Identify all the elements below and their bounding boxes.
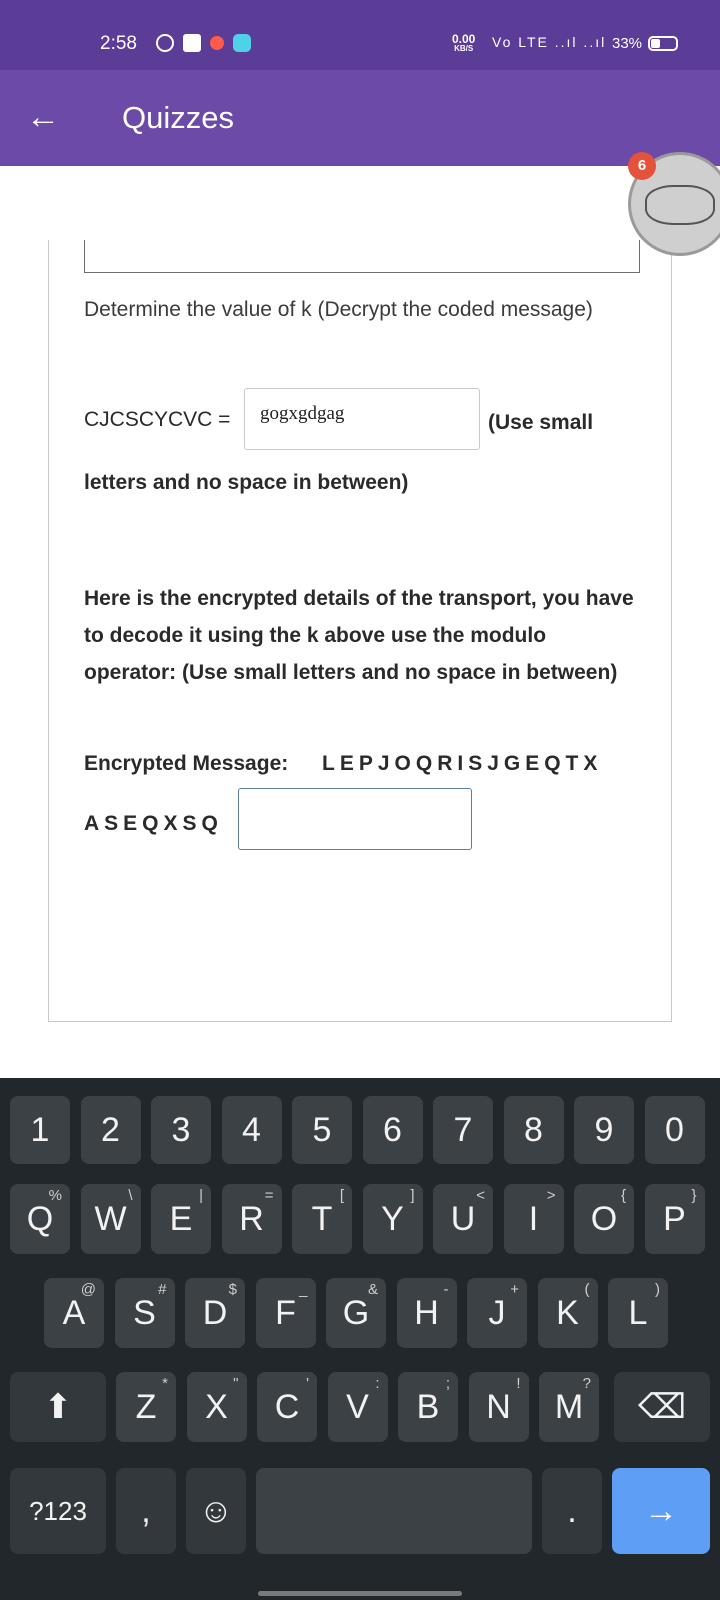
- key-y-label: Y: [381, 1200, 404, 1238]
- notification-badge: 6: [628, 152, 656, 180]
- key-t[interactable]: [292, 1184, 352, 1254]
- battery-percent: 33%: [612, 35, 643, 52]
- key-p[interactable]: [645, 1184, 705, 1254]
- letters-note: letters and no space in between): [84, 471, 409, 494]
- key-s-alt-label: #: [158, 1281, 167, 1298]
- key-1[interactable]: [10, 1096, 70, 1164]
- notification-icons: [156, 34, 251, 52]
- key-i-alt-label: >: [546, 1187, 556, 1204]
- alert-icon: [210, 36, 224, 50]
- key-s-label: S: [133, 1294, 156, 1332]
- key-9-label: 9: [594, 1111, 614, 1149]
- key-e-label: E: [169, 1200, 193, 1238]
- key-p-label: P: [663, 1200, 686, 1238]
- key-d-alt-label: $: [228, 1281, 237, 1298]
- question-2-text: Here is the encrypted details of the transport, you have to decode it using the k above use the modulo operator: (Use small letters and no space in between): [84, 587, 634, 684]
- emoji-key-icon-label: ☺: [198, 1492, 234, 1530]
- key-i[interactable]: [504, 1184, 564, 1254]
- comma-key-label: ,: [141, 1492, 151, 1530]
- period-key-label: .: [567, 1492, 577, 1530]
- key-z-alt-label: *: [162, 1375, 168, 1392]
- key-0[interactable]: [645, 1096, 705, 1164]
- back-arrow-icon[interactable]: ←: [26, 98, 60, 136]
- k-answer-input[interactable]: gogxgdgag: [244, 388, 480, 450]
- key-7[interactable]: [433, 1096, 493, 1164]
- key-v[interactable]: [328, 1372, 388, 1442]
- key-n-label: N: [486, 1388, 511, 1426]
- key-t-label: T: [311, 1200, 333, 1238]
- backspace-key-icon-label: ⌫: [637, 1388, 687, 1426]
- key-h[interactable]: [397, 1278, 457, 1348]
- coded-message-label: CJCSCYCVC =: [84, 408, 231, 431]
- key-y[interactable]: [363, 1184, 423, 1254]
- key-4[interactable]: [222, 1096, 282, 1164]
- key-a-label: A: [62, 1294, 86, 1332]
- key-b-alt-label: ;: [445, 1375, 450, 1392]
- key-w[interactable]: [81, 1184, 141, 1254]
- key-4-label: 4: [242, 1111, 261, 1149]
- key-0-label: 0: [665, 1111, 684, 1149]
- network-speed-value: 0.00: [452, 32, 476, 46]
- encrypted-message-label: Encrypted Message:: [84, 752, 289, 775]
- key-j-label: J: [488, 1294, 506, 1332]
- key-g[interactable]: [326, 1278, 386, 1348]
- key-d-label: D: [202, 1294, 228, 1332]
- key-c[interactable]: [257, 1372, 317, 1442]
- key-k[interactable]: [538, 1278, 598, 1348]
- key-3-label: 3: [171, 1111, 191, 1149]
- key-x-alt-label: ": [233, 1375, 239, 1392]
- key-e-alt-label: |: [199, 1187, 203, 1204]
- battery-icon: [648, 36, 678, 51]
- key-h-alt-label: -: [443, 1281, 449, 1298]
- key-h-label: H: [414, 1294, 439, 1332]
- key-w-label: W: [94, 1200, 127, 1238]
- key-m-label: M: [554, 1388, 584, 1426]
- key-r-alt-label: =: [264, 1187, 274, 1204]
- key-1-label: 1: [30, 1111, 50, 1149]
- key-b-label: B: [416, 1388, 440, 1426]
- status-bar: [0, 0, 720, 70]
- use-small-note: (Use small: [488, 411, 594, 434]
- key-r[interactable]: [222, 1184, 282, 1254]
- key-c-alt-label: ': [306, 1375, 309, 1392]
- key-6[interactable]: [363, 1096, 423, 1164]
- encrypted-message-line1: LEPJOQRISJGEQTX: [322, 752, 603, 775]
- status-time: 2:58: [100, 33, 137, 54]
- key-3[interactable]: [151, 1096, 211, 1164]
- emoji-key-icon[interactable]: [186, 1468, 246, 1554]
- key-z[interactable]: [116, 1372, 176, 1442]
- key-g-alt-label: &: [367, 1281, 378, 1298]
- backspace-key-icon[interactable]: [614, 1372, 710, 1442]
- key-l[interactable]: [608, 1278, 668, 1348]
- key-v-alt-label: :: [375, 1375, 380, 1392]
- key-x-label: X: [205, 1388, 228, 1426]
- key-f[interactable]: [256, 1278, 316, 1348]
- network-speed: [452, 34, 475, 54]
- key-2-label: 2: [101, 1111, 120, 1149]
- key-q-label: Q: [26, 1200, 54, 1238]
- key-e[interactable]: [151, 1184, 211, 1254]
- app-bar: [0, 70, 720, 166]
- key-w-alt-label: \: [128, 1187, 133, 1204]
- key-t-alt-label: [: [339, 1187, 344, 1204]
- page-title: Quizzes: [122, 100, 234, 135]
- key-a[interactable]: [44, 1278, 104, 1348]
- key-l-label: L: [628, 1294, 648, 1332]
- period-key[interactable]: [542, 1468, 602, 1554]
- key-x[interactable]: [187, 1372, 247, 1442]
- previous-answer-box[interactable]: [84, 240, 640, 273]
- shift-key-icon[interactable]: [10, 1372, 106, 1442]
- key-5-label: 5: [312, 1111, 332, 1149]
- decoded-message-input[interactable]: [238, 788, 472, 850]
- key-u-label: U: [450, 1200, 476, 1238]
- space-bar[interactable]: [256, 1468, 532, 1554]
- key-n[interactable]: [469, 1372, 529, 1442]
- enter-key-icon-label: →: [644, 1492, 678, 1530]
- key-m[interactable]: [539, 1372, 599, 1442]
- app-notification-icon: [233, 34, 251, 52]
- key-j[interactable]: [467, 1278, 527, 1348]
- symbols-key-label: ?123: [29, 1496, 87, 1526]
- key-u-alt-label: <: [476, 1187, 485, 1204]
- avatar-sketch-icon: [645, 185, 715, 225]
- key-5[interactable]: [292, 1096, 352, 1164]
- navigation-handle[interactable]: [258, 1591, 462, 1596]
- key-r-label: R: [239, 1200, 264, 1238]
- enter-key-icon[interactable]: [612, 1468, 710, 1554]
- key-i-label: I: [528, 1200, 539, 1238]
- key-o-alt-label: {: [620, 1187, 626, 1204]
- key-8[interactable]: [504, 1096, 564, 1164]
- messenger-icon: [156, 34, 174, 52]
- key-2[interactable]: [81, 1096, 141, 1164]
- key-y-alt-label: ]: [410, 1187, 415, 1204]
- key-f-alt-label: _: [299, 1281, 308, 1298]
- shift-key-icon-label: ⬆: [43, 1388, 73, 1426]
- key-z-label: Z: [135, 1388, 157, 1426]
- key-q[interactable]: [10, 1184, 70, 1254]
- key-n-alt-label: !: [516, 1375, 521, 1392]
- question-1-text: Determine the value of k (Decrypt the coded message): [84, 298, 593, 321]
- key-a-alt-label: @: [80, 1281, 96, 1298]
- key-s[interactable]: [115, 1278, 175, 1348]
- key-u[interactable]: [433, 1184, 493, 1254]
- facebook-icon: [183, 34, 201, 52]
- key-m-alt-label: ?: [582, 1375, 591, 1392]
- signal-icon: Vo LTE ..ıl ..ıl: [492, 34, 607, 50]
- key-6-label: 6: [383, 1111, 402, 1149]
- key-f-label: F: [275, 1294, 296, 1332]
- key-l-alt-label: ): [655, 1281, 660, 1298]
- key-v-label: V: [346, 1388, 369, 1426]
- key-d[interactable]: [185, 1278, 245, 1348]
- symbols-key[interactable]: [10, 1468, 106, 1554]
- key-k-label: K: [556, 1294, 579, 1332]
- key-q-alt-label: %: [48, 1187, 62, 1204]
- key-c-label: C: [274, 1388, 300, 1426]
- key-7-label: 7: [453, 1111, 473, 1149]
- network-speed-unit: KB/S: [454, 44, 474, 53]
- key-g-label: G: [342, 1294, 370, 1332]
- comma-key[interactable]: [116, 1468, 176, 1554]
- key-p-alt-label: }: [691, 1187, 697, 1204]
- key-8-label: 8: [524, 1111, 543, 1149]
- key-b[interactable]: [398, 1372, 458, 1442]
- key-o-label: O: [590, 1200, 618, 1238]
- key-o[interactable]: [574, 1184, 634, 1254]
- encrypted-message-line2: ASEQXSQ: [84, 812, 223, 835]
- key-9[interactable]: [574, 1096, 634, 1164]
- key-j-alt-label: +: [510, 1281, 519, 1298]
- key-k-alt-label: (: [584, 1281, 590, 1298]
- on-screen-keyboard: [0, 1078, 720, 1600]
